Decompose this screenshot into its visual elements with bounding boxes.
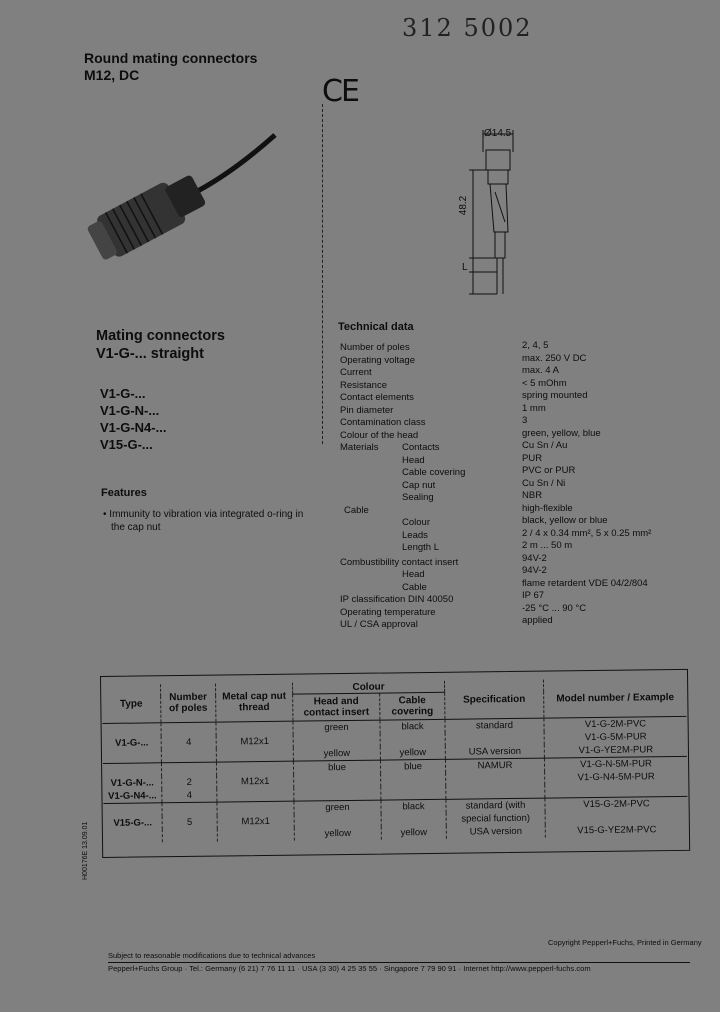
label-contamination-class: Contamination class [340, 417, 426, 428]
ce-mark: CE [322, 74, 358, 109]
cell: green [293, 720, 380, 735]
technical-values [522, 340, 702, 628]
cell: M12x1 [216, 735, 293, 749]
footer-rule [108, 962, 690, 963]
model-item: V1-G-N-... [100, 403, 160, 418]
connector-photo [80, 120, 280, 300]
cell [217, 828, 294, 842]
cell [102, 723, 161, 737]
document-code: H00176E 13.09.01 [82, 821, 89, 880]
value-current: max. 4 A [522, 365, 559, 376]
cell: V1-G-5M-PUR [544, 730, 687, 745]
cell [381, 773, 446, 787]
cell [216, 721, 293, 735]
model-item: V15-G-... [100, 437, 153, 452]
cell: V1-G-N-... [110, 777, 154, 789]
cell: 5 [162, 816, 217, 830]
label-materials: Materials [340, 442, 379, 453]
cell: USA version [446, 825, 545, 839]
value-cable: high-flexible [522, 502, 573, 514]
model-list [100, 385, 166, 453]
cell [293, 734, 380, 748]
label-cable: Cable [344, 504, 369, 516]
label-number-of-poles: Number of poles [340, 342, 410, 353]
column-divider [322, 104, 323, 444]
label-head: Head [402, 454, 425, 466]
title-line-2: M12, DC [84, 67, 140, 83]
cell [217, 788, 294, 802]
cell [294, 787, 381, 802]
technical-labels [340, 342, 520, 632]
value-colour: black, yellow or blue [522, 515, 608, 526]
cell [446, 772, 545, 786]
cell: green [294, 800, 381, 815]
label-colour: Colour [402, 517, 430, 528]
cell: V15-G-YE2M-PVC [545, 823, 688, 838]
cell [162, 829, 217, 843]
label-current: Current [340, 367, 372, 378]
cell: V1-G-YE2M-PUR [544, 743, 687, 758]
model-item: V1-G-N4-... [100, 420, 167, 435]
col-type: Type [102, 684, 161, 723]
value-flame: flame retardent VDE 04/2/804 [522, 577, 648, 589]
cell: black [381, 799, 446, 813]
cell: NAMUR [445, 758, 544, 773]
cell [445, 732, 544, 746]
value-number-of-poles: 2, 4, 5 [522, 340, 549, 351]
contact-line: Pepperl+Fuchs Group · Tel.: Germany (6 21) 7 76 11 11 · USA (3 30) 4 25 35 55 · Singapore 7 79 90 91 · Internet http://www.pepperl-fuchs.com [108, 964, 591, 973]
product-title [96, 327, 225, 363]
features-title: Features [101, 487, 147, 499]
label-combustibility-head: Head [402, 569, 425, 580]
col-metal-nut: Metal cap nut thread [215, 683, 292, 722]
label-length: Length L [402, 542, 439, 553]
label-cap-nut: Cap nut [402, 479, 436, 491]
product-title-line-2: V1-G-... straight [96, 346, 204, 362]
value-cable-covering: PVC or PUR [522, 465, 576, 476]
cell [103, 763, 162, 777]
value-combustibility-head: 94V-2 [522, 552, 547, 564]
label-ip-classification: IP classification DIN 40050 [340, 594, 454, 605]
model-item: V1-G-... [100, 386, 146, 401]
col-model: Model number / Example [543, 678, 686, 718]
label-pin-diameter: Pin diameter [340, 404, 394, 416]
feature-line-1: Immunity to vibration via integrated o-ring in [109, 509, 304, 520]
label-resistance: Resistance [340, 379, 387, 391]
value-leads: 2 / 4 x 0.34 mm², 5 x 0.25 mm² [522, 527, 652, 539]
cell [380, 733, 445, 747]
cell: 4 [162, 789, 217, 803]
col-head: Head and contact insert [293, 693, 380, 721]
title-line-1: Round mating connectors [84, 50, 258, 66]
cell: V15-G-... [113, 817, 153, 829]
cell: blue [380, 759, 445, 773]
cell: standard (with [446, 798, 545, 813]
subject-note: Subject to reasonable modifications due to technical advances [108, 951, 316, 960]
cell: yellow [293, 747, 380, 762]
handwritten-number: 312 5002 [402, 14, 533, 42]
cell [381, 813, 446, 827]
cell [381, 786, 446, 800]
label-operating-temperature: Operating temperature [340, 606, 436, 618]
value-cap-nut: Cu Sn / Ni [522, 477, 566, 489]
diameter-label: Ø14.5 [484, 128, 512, 139]
cell [446, 785, 545, 800]
value-ul-csa: applied [522, 615, 553, 626]
cell: V1-G-... [115, 737, 149, 749]
label-contact-elements: Contact elements [340, 392, 414, 403]
cell [161, 749, 216, 763]
value-operating-temperature: -25 °C ... 90 °C [522, 602, 587, 614]
cell [161, 762, 216, 776]
product-title-line-1: Mating connectors [96, 328, 225, 344]
label-combustibility: Combustibility contact insert [340, 556, 459, 568]
cell: V15-G-2M-PVC [545, 796, 688, 811]
col-specification: Specification [444, 680, 543, 720]
label-combustibility-cable: Cable [402, 581, 427, 593]
cell: blue [293, 760, 380, 775]
col-poles: Number of poles [160, 684, 215, 723]
value-contact-elements: spring mounted [522, 390, 588, 401]
cell [162, 802, 217, 816]
value-ip-classification: IP 67 [522, 590, 545, 601]
cell: yellow [381, 826, 446, 840]
cell: black [380, 719, 445, 733]
technical-data-title: Technical data [338, 321, 414, 333]
label-colour-of-head: Colour of the head [340, 429, 419, 441]
cell: V1-G-2M-PVC [544, 716, 687, 731]
cell [104, 829, 163, 843]
feature-item [103, 508, 328, 534]
height-label: 48.2 [458, 195, 470, 216]
page-title [84, 50, 257, 84]
col-colour: Colour [292, 681, 444, 694]
cell: M12x1 [217, 775, 294, 789]
copyright: Copyright Pepperl+Fuchs, Printed in Germany [548, 938, 702, 947]
label-sealing: Sealing [402, 492, 434, 503]
col-cable: Cable covering [380, 692, 445, 720]
value-colour-of-head: green, yellow, blue [522, 427, 601, 439]
value-sealing: NBR [522, 490, 543, 501]
value-operating-voltage: max. 250 V DC [522, 352, 587, 364]
value-length: 2 m ... 50 m [522, 540, 573, 551]
cell: V1-G-N-5M-PUR [544, 756, 687, 771]
cell [216, 748, 293, 762]
cell [103, 749, 162, 763]
cell: 4 [161, 736, 216, 750]
cell: special function) [446, 812, 545, 826]
cell: standard [445, 718, 544, 733]
feature-line-2: the cap nut [111, 522, 161, 533]
value-contamination-class: 3 [522, 415, 528, 426]
cell: V1-G-N4-... [108, 790, 157, 802]
cell [294, 774, 381, 788]
cell: yellow [294, 827, 381, 841]
cell [216, 761, 293, 775]
cell: USA version [445, 745, 544, 760]
cell [161, 722, 216, 736]
cell: M12x1 [217, 815, 294, 829]
bullet: • [103, 509, 107, 520]
cell [103, 803, 162, 817]
cell: yellow [380, 746, 445, 760]
label-leads: Leads [402, 529, 428, 541]
value-contacts: Cu Sn / Au [522, 440, 568, 451]
label-contacts: Contacts [402, 442, 440, 453]
label-operating-voltage: Operating voltage [340, 354, 415, 366]
value-head: PUR [522, 452, 543, 464]
model-table [102, 678, 688, 843]
length-label: L [462, 262, 468, 273]
value-resistance: < 5 mOhm [522, 377, 567, 389]
value-combustibility-cable: 94V-2 [522, 565, 547, 576]
cell: V1-G-N4-5M-PUR [545, 770, 688, 785]
label-cable-covering: Cable covering [402, 467, 466, 478]
value-pin-diameter: 1 mm [522, 402, 546, 414]
cell [217, 801, 294, 815]
cell [294, 814, 381, 828]
cell: 2 [162, 776, 217, 790]
label-ul-csa: UL / CSA approval [340, 619, 418, 630]
